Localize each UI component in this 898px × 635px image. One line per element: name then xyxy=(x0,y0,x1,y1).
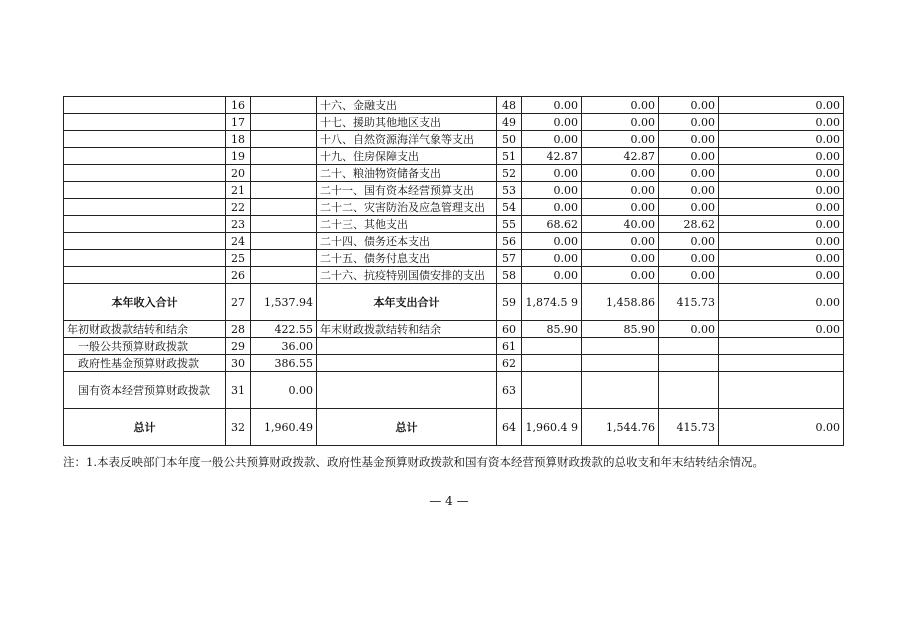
cell-a xyxy=(64,216,226,233)
cell-c1: 0.00 xyxy=(522,267,582,284)
cell-a xyxy=(64,267,226,284)
cell-c1 xyxy=(522,372,582,409)
cell-b: 年末财政拨款结转和结余 xyxy=(317,321,497,338)
cell-n1: 20 xyxy=(226,165,251,182)
cell-n2: 60 xyxy=(497,321,522,338)
cell-n2: 51 xyxy=(497,148,522,165)
cell-c2: 42.87 xyxy=(582,148,659,165)
cell-b: 二十三、其他支出 xyxy=(317,216,497,233)
table-row xyxy=(64,148,844,165)
cell-c4: 0.00 xyxy=(719,409,844,446)
grand-total-row xyxy=(64,409,844,446)
cell-c1: 0.00 xyxy=(522,165,582,182)
cell-n1: 27 xyxy=(226,284,251,321)
cell-n1: 26 xyxy=(226,267,251,284)
cell-a: 一般公共预算财政拨款 xyxy=(64,338,226,355)
cell-c2: 1,458.86 xyxy=(582,284,659,321)
cell-v1 xyxy=(251,250,317,267)
cell-v1: 386.55 xyxy=(251,355,317,372)
cell-n1: 19 xyxy=(226,148,251,165)
cell-n1: 30 xyxy=(226,355,251,372)
cell-a: 国有资本经营预算财政拨款 xyxy=(64,372,226,409)
cell-n2: 64 xyxy=(497,409,522,446)
cell-a: 总计 xyxy=(64,409,226,446)
cell-n1: 23 xyxy=(226,216,251,233)
cell-c4: 0.00 xyxy=(719,321,844,338)
cell-c2 xyxy=(582,355,659,372)
cell-c1: 1,874.5 9 xyxy=(522,284,582,321)
cell-c4: 0.00 xyxy=(719,267,844,284)
cell-a: 本年收入合计 xyxy=(64,284,226,321)
cell-a: 政府性基金预算财政拨款 xyxy=(64,355,226,372)
cell-n1: 21 xyxy=(226,182,251,199)
table-row xyxy=(64,216,844,233)
cell-c1: 0.00 xyxy=(522,233,582,250)
cell-c3: 0.00 xyxy=(659,182,719,199)
cell-n1: 31 xyxy=(226,372,251,409)
cell-c3: 0.00 xyxy=(659,233,719,250)
table-row xyxy=(64,321,844,338)
cell-c1: 0.00 xyxy=(522,250,582,267)
cell-c3: 0.00 xyxy=(659,321,719,338)
cell-c1: 0.00 xyxy=(522,182,582,199)
cell-n1: 22 xyxy=(226,199,251,216)
cell-c1 xyxy=(522,355,582,372)
cell-c4: 0.00 xyxy=(719,284,844,321)
cell-n1: 25 xyxy=(226,250,251,267)
cell-n1: 29 xyxy=(226,338,251,355)
cell-c1: 0.00 xyxy=(522,97,582,114)
cell-n2: 48 xyxy=(497,97,522,114)
cell-c4: 0.00 xyxy=(719,114,844,131)
cell-c3: 0.00 xyxy=(659,267,719,284)
cell-b: 二十四、债务还本支出 xyxy=(317,233,497,250)
cell-v1: 0.00 xyxy=(251,372,317,409)
cell-b: 二十六、抗疫特别国债安排的支出 xyxy=(317,267,497,284)
cell-a xyxy=(64,148,226,165)
cell-c4 xyxy=(719,355,844,372)
cell-v1: 1,537.94 xyxy=(251,284,317,321)
cell-c3: 415.73 xyxy=(659,284,719,321)
cell-c4: 0.00 xyxy=(719,182,844,199)
cell-c3: 415.73 xyxy=(659,409,719,446)
cell-v1: 1,960.49 xyxy=(251,409,317,446)
cell-n1: 18 xyxy=(226,131,251,148)
table-row xyxy=(64,165,844,182)
cell-c2: 0.00 xyxy=(582,182,659,199)
cell-n2: 58 xyxy=(497,267,522,284)
cell-v1 xyxy=(251,199,317,216)
cell-c4: 0.00 xyxy=(719,97,844,114)
table-row xyxy=(64,114,844,131)
cell-c2: 1,544.76 xyxy=(582,409,659,446)
cell-a xyxy=(64,233,226,250)
table-footnote: 注：1.本表反映部门本年度一般公共预算财政拨款、政府性基金预算财政拨款和国有资本经营预算财政拨款的总收支和年末结转结余情况。 xyxy=(63,455,764,469)
cell-v1 xyxy=(251,97,317,114)
cell-v1 xyxy=(251,148,317,165)
cell-c2: 0.00 xyxy=(582,114,659,131)
cell-n2: 63 xyxy=(497,372,522,409)
table-row xyxy=(64,250,844,267)
cell-n1: 17 xyxy=(226,114,251,131)
cell-c4: 0.00 xyxy=(719,148,844,165)
cell-c1: 85.90 xyxy=(522,321,582,338)
cell-n2: 57 xyxy=(497,250,522,267)
cell-v1: 36.00 xyxy=(251,338,317,355)
cell-v1 xyxy=(251,267,317,284)
cell-b: 二十五、债务付息支出 xyxy=(317,250,497,267)
cell-v1 xyxy=(251,233,317,250)
cell-c4: 0.00 xyxy=(719,131,844,148)
cell-n2: 55 xyxy=(497,216,522,233)
cell-b: 二十二、灾害防治及应急管理支出 xyxy=(317,199,497,216)
budget-table xyxy=(63,96,844,446)
cell-c1: 68.62 xyxy=(522,216,582,233)
cell-n1: 16 xyxy=(226,97,251,114)
cell-n2: 49 xyxy=(497,114,522,131)
cell-b: 二十、粮油物资储备支出 xyxy=(317,165,497,182)
cell-c3 xyxy=(659,372,719,409)
cell-n2: 59 xyxy=(497,284,522,321)
cell-c3: 0.00 xyxy=(659,250,719,267)
cell-b xyxy=(317,372,497,409)
cell-c3 xyxy=(659,355,719,372)
cell-c4: 0.00 xyxy=(719,165,844,182)
cell-b xyxy=(317,355,497,372)
cell-b: 二十一、国有资本经营预算支出 xyxy=(317,182,497,199)
cell-n2: 61 xyxy=(497,338,522,355)
cell-n2: 56 xyxy=(497,233,522,250)
cell-a xyxy=(64,250,226,267)
cell-c2: 0.00 xyxy=(582,165,659,182)
cell-c3: 0.00 xyxy=(659,165,719,182)
cell-c4 xyxy=(719,372,844,409)
cell-a xyxy=(64,199,226,216)
cell-c4: 0.00 xyxy=(719,250,844,267)
cell-v1 xyxy=(251,165,317,182)
cell-a xyxy=(64,182,226,199)
cell-c4 xyxy=(719,338,844,355)
cell-c2: 0.00 xyxy=(582,267,659,284)
cell-n2: 62 xyxy=(497,355,522,372)
cell-c3: 0.00 xyxy=(659,148,719,165)
cell-c3 xyxy=(659,338,719,355)
cell-c1: 1,960.4 9 xyxy=(522,409,582,446)
cell-b: 总计 xyxy=(317,409,497,446)
table-row xyxy=(64,338,844,355)
cell-c3: 0.00 xyxy=(659,131,719,148)
cell-c2 xyxy=(582,338,659,355)
cell-b: 十六、金融支出 xyxy=(317,97,497,114)
cell-b: 十七、援助其他地区支出 xyxy=(317,114,497,131)
cell-n1: 24 xyxy=(226,233,251,250)
cell-a xyxy=(64,131,226,148)
table-row xyxy=(64,199,844,216)
cell-v1 xyxy=(251,131,317,148)
cell-b: 十八、自然资源海洋气象等支出 xyxy=(317,131,497,148)
cell-n1: 28 xyxy=(226,321,251,338)
cell-c2 xyxy=(582,372,659,409)
cell-c1: 42.87 xyxy=(522,148,582,165)
cell-c1: 0.00 xyxy=(522,199,582,216)
cell-c4: 0.00 xyxy=(719,233,844,250)
cell-c2: 0.00 xyxy=(582,131,659,148)
cell-c2: 85.90 xyxy=(582,321,659,338)
table-row xyxy=(64,233,844,250)
cell-c2: 0.00 xyxy=(582,199,659,216)
cell-n2: 50 xyxy=(497,131,522,148)
cell-a xyxy=(64,114,226,131)
cell-v1 xyxy=(251,216,317,233)
cell-b xyxy=(317,338,497,355)
cell-a xyxy=(64,165,226,182)
cell-c1 xyxy=(522,338,582,355)
cell-a: 年初财政拨款结转和结余 xyxy=(64,321,226,338)
cell-c1: 0.00 xyxy=(522,114,582,131)
cell-c4: 0.00 xyxy=(719,199,844,216)
cell-v1 xyxy=(251,182,317,199)
cell-n2: 52 xyxy=(497,165,522,182)
cell-n1: 32 xyxy=(226,409,251,446)
cell-v1: 422.55 xyxy=(251,321,317,338)
table-row xyxy=(64,355,844,372)
cell-a xyxy=(64,97,226,114)
income-total-row xyxy=(64,284,844,321)
cell-c2: 40.00 xyxy=(582,216,659,233)
page-number: — 4 — xyxy=(429,494,469,508)
cell-b: 本年支出合计 xyxy=(317,284,497,321)
table-row xyxy=(64,131,844,148)
cell-n2: 54 xyxy=(497,199,522,216)
cell-c3: 0.00 xyxy=(659,199,719,216)
cell-c1: 0.00 xyxy=(522,131,582,148)
table-row xyxy=(64,182,844,199)
cell-c2: 0.00 xyxy=(582,250,659,267)
table-row xyxy=(64,97,844,114)
cell-c3: 0.00 xyxy=(659,114,719,131)
cell-c3: 28.62 xyxy=(659,216,719,233)
cell-v1 xyxy=(251,114,317,131)
cell-b: 十九、住房保障支出 xyxy=(317,148,497,165)
cell-n2: 53 xyxy=(497,182,522,199)
cell-c2: 0.00 xyxy=(582,233,659,250)
cell-c2: 0.00 xyxy=(582,97,659,114)
cell-c3: 0.00 xyxy=(659,97,719,114)
state-capital-row xyxy=(64,372,844,409)
table-row xyxy=(64,267,844,284)
cell-c4: 0.00 xyxy=(719,216,844,233)
